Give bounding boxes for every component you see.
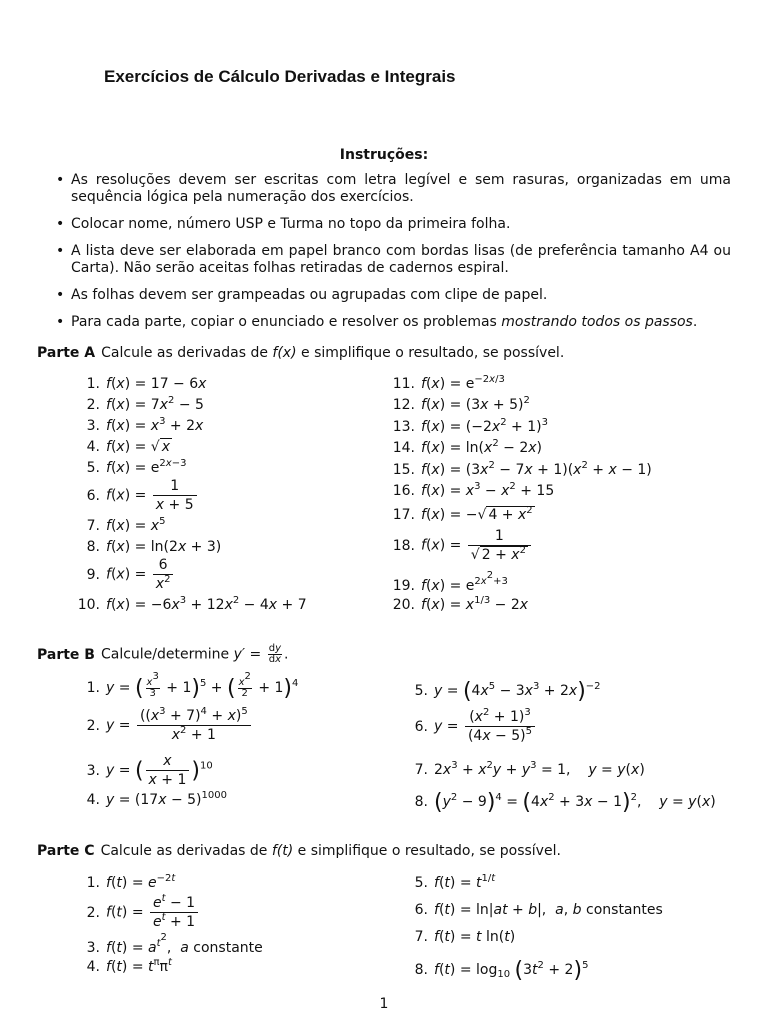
exercise-c-2: 2. f(t) = $\frac{e^t - 1}{e^t + 1}$ xyxy=(68,894,200,931)
exercise-a-2: 2. $f(x) = 7x^2 - 5$ xyxy=(86,395,204,413)
exercise-a-10: 10. $f(x) = -6x^3 + 12x^2 - 4x + 7$ xyxy=(77,595,307,613)
instructions-heading: Instruções: xyxy=(339,147,429,163)
instruction-text: As folhas devem ser grampeadas ou agrupadas com clipe de papel. xyxy=(71,287,548,303)
exercise-b-3: 3. y = ( $\frac{x}{x + 1}$ )$^{10}$ xyxy=(86,753,213,788)
exercise-b-5: 5. $y = (4x^5 - 3x^3 + 2x)^{-2}$ xyxy=(414,679,601,704)
part-b-heading: Parte B Calcule/determine y′ = $\frac{dy}{dx}$ . xyxy=(37,643,289,665)
instruction-text: A lista deve ser elaborada em papel branco com bordas lisas (de preferência tamanho A4 ou Carta). Não serão aceitas folhas retiradas de cadernos espiral. xyxy=(71,243,731,276)
exercise-a-19: 19. $f(x) = e^{2x^2+3}$ xyxy=(392,570,508,594)
bullet-icon: • xyxy=(56,172,65,188)
page-title: Exercícios de Cálculo Derivadas e Integrais xyxy=(104,67,456,86)
exercise-c-5: 5. $f(t) = t^{1/t}$ xyxy=(414,873,496,891)
exercise-a-4: 4. f(x) = √ x xyxy=(86,439,171,455)
exercise-b-8: 8. $(y^2 - 9)^4 = (4x^2 + 3x - 1)^2$, y = y(x) xyxy=(414,790,716,815)
exercise-b-7: 7. $2x^3 + x^2y + y^3 = 1$, y = y(x) xyxy=(414,760,645,778)
instruction-text: Colocar nome, número USP e Turma no topo da primeira folha. xyxy=(71,216,511,232)
instruction-bullet xyxy=(56,287,731,304)
exercise-a-6: 6. f(x) = $\frac{1}{x + 5}$ xyxy=(68,477,199,514)
exercise-a-3: 3. $f(x) = x^3 + 2x$ xyxy=(86,416,204,434)
exercise-b-4: 4. $y = (17x - 5)^{1000}$ xyxy=(86,790,227,808)
bullet-icon: • xyxy=(56,243,65,259)
exercise-a-16: 16. $f(x) = x^3 - x^2 + 15$ xyxy=(392,481,555,499)
exercise-b-2: 2. y = $\frac{((x^3 + 7)^4 + x)^5}{x^2 + 1}$ xyxy=(68,707,253,744)
exercise-a-7: 7. $f(x) = x^5$ xyxy=(86,516,166,534)
exercise-c-1: 1. $f(t) = e^{-2t}$ xyxy=(86,873,176,891)
instruction-bullet xyxy=(56,216,731,233)
exercise-c-7: 7. f(t) = t ln(t) xyxy=(414,929,516,945)
exercise-a-11: 11. $f(x) = e^{-2x/3}$ xyxy=(392,374,505,392)
exercise-a-12: 12. $f(x) = (3x + 5)^2$ xyxy=(392,395,530,413)
instruction-bullet xyxy=(56,314,731,331)
exercise-a-8: 8. f(x) = ln(2x + 3) xyxy=(86,539,222,555)
exercise-a-9: 9. f(x) = $\frac{6}{x^2}$ xyxy=(68,556,175,593)
part-a-heading: Parte A Calcule as derivadas de f(x) e simplifique o resultado, se possível. xyxy=(37,345,565,361)
page-number: 1 xyxy=(379,996,389,1012)
exercise-a-20: 20. $f(x) = x^{1/3} - 2x$ xyxy=(392,595,529,613)
bullet-icon: • xyxy=(56,314,65,330)
exercise-a-18: 18. f(x) = $\frac{1}{√ 2 + x^2}$ xyxy=(383,527,533,564)
bullet-icon: • xyxy=(56,216,65,232)
exercise-a-15: 15. $f(x) = (3x^2 - 7x + 1)(x^2 + x - 1)$ xyxy=(392,460,652,478)
exercise-c-8: 8. $f(t) = \log_{10} (3t^2 + 2)^5$ xyxy=(414,958,589,983)
exercise-b-1: 1. y = ( $\frac{x^3}{3}$ + 1)$^5$ + ( $\frac{x^2}{2}$ + 1)$^4$ xyxy=(86,671,299,701)
exercise-a-14: 14. $f(x) = \ln(x^2 - 2x)$ xyxy=(392,438,543,456)
instruction-bullet xyxy=(56,172,731,206)
exercise-a-17: 17. f(x) = −√ $4 + x^2$ xyxy=(392,505,533,523)
exercise-b-6: 6. y = $\frac{(x^2 + 1)^3}{(4x - 5)^5}$ xyxy=(402,708,537,745)
exercise-a-5: 5. $f(x) = e^{2x-3}$ xyxy=(86,458,187,476)
exercise-a-1: 1. f(x) = 17 − 6x xyxy=(86,376,207,392)
exercise-a-13: 13. $f(x) = (-2x^2 + 1)^3$ xyxy=(392,417,548,435)
instruction-text: As resoluções devem ser escritas com letra legível e sem rasuras, organizadas em uma sequência lógica pela numeração dos exercícios. xyxy=(71,172,731,205)
part-c-heading: Parte C Calcule as derivadas de f(t) e simplifique o resultado, se possível. xyxy=(37,843,561,859)
instruction-text: Para cada parte, copiar o enunciado e resolver os problemas mostrando todos os passos. xyxy=(71,314,698,330)
exercise-c-4: 4. $f(t) = t^\pi\pi^t$ xyxy=(86,957,172,975)
exercise-c-3: 3. $f(t) = a^{t^2}$, a constante xyxy=(86,932,263,956)
exercise-c-6: 6. f(t) = ln|at + b|, a, b constantes xyxy=(414,902,663,918)
instruction-bullet xyxy=(56,243,731,277)
bullet-icon: • xyxy=(56,287,65,303)
